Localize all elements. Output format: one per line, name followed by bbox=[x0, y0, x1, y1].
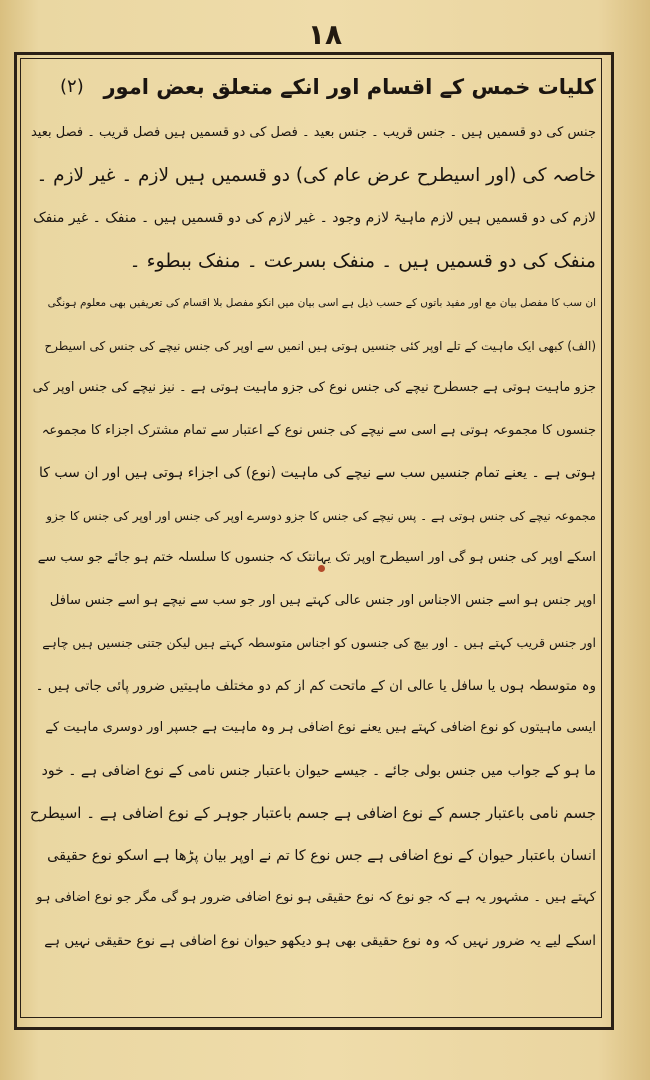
page-number: ۱۸ bbox=[307, 18, 343, 51]
text-line: جنسوں کا مجموعہ ہوتی ہے اسی سے نیچے کی جنس نوع کے اعتبار سے تمام مشترک اجزاء کا مجموعہ bbox=[41, 422, 596, 438]
text-line: ما ہو کے جواب میں جنس بولی جائے ۔ جیسے حیوان باعتبار جنس نامی کے نوع اضافی ہے ۔ خود bbox=[41, 762, 596, 779]
text-line: جنس کی دو قسمیں ہیں ۔ جنس قریب ۔ جنس بعید ۔ فصل کی دو قسمیں ہیں فصل قریب ۔ فصل بعید bbox=[30, 125, 596, 140]
text-line: (الف) کبھی ایک ماہیت کے تلے اوپر کئی جنسیں ہوتی ہیں انمیں سے اوپر کی جنس نیچے کی جنس کی اسیطرح bbox=[44, 338, 596, 353]
text-line: ہوتی ہے ۔ یعنے تمام جنسیں سب سے نیچے کی ماہیت (نوع) کی اجزاء ہوتی ہیں اور ان سب کا bbox=[38, 465, 596, 481]
text-line: وہ متوسطہ ہوں یا سافل یا عالی ان کے ماتحت کم از کم دو مختلف ماہیتیں ضرور پائی جاتی ہیں ۔ bbox=[35, 677, 596, 694]
section-number: (۲) bbox=[60, 76, 84, 97]
text-line: مجموعہ نیچے کی جنس ہوتی ہے ۔ پس نیچے کی جنس کا جزو دوسرے اوپر کی جنس اور اوپر کی جنس کا جزو bbox=[46, 508, 596, 523]
text-line: جزو ماہیت ہوتی ہے جسطرح نیچے کی جنس نوع کی جزو ماہیت ہوتی ہے ۔ نیز نیچے کی جنس اوپر کی bbox=[32, 380, 596, 395]
section-title: کلیات خمس کے اقسام اور انکے متعلق بعض امور bbox=[103, 75, 596, 99]
ink-dot-mark bbox=[318, 565, 325, 572]
text-line: اسکے لیے یہ ضرور نہیں کہ وہ نوع حقیقی بھی ہو دیکھو حیوان نوع اضافی ہے نوع حقیقی نہیں ہے bbox=[44, 932, 596, 949]
text-line: انسان باعتبار حیوان کے نوع اضافی ہے جس نوع کا تم نے اوپر بیان پڑھا ہے اسکو نوع حقیقی bbox=[47, 847, 596, 864]
text-line: جسم نامی باعتبار جسم کے نوع اضافی ہے جسم باعتبار جوہر کے نوع اضافی ہے ۔ اسیطرح bbox=[30, 804, 596, 822]
text-line: کہتے ہیں ۔ مشہور یہ ہے کہ جو نوع کہ نوع حقیقی ہو نوع اضافی ضرور ہو گی مگر جو نوع اضافی ہو bbox=[36, 890, 596, 905]
text-line: منفک کی دو قسمیں ہیں ۔ منفک بسرعت ۔ منفک ببطوء ۔ bbox=[129, 249, 596, 272]
text-line: اسکے اوپر کی جنس ہو گی اور اسیطرح اوپر تک یہانتک کہ جنسوں کا سلسلہ ختم ہو جائے جو سب سے bbox=[37, 550, 596, 565]
text-line: ان سب کا مفصل بیان مع اور مفید باتوں کے حسب ذیل ہے اسی بیان میں انکو مفصل بلا اقسام کی تعریفیں بھی معلوم ہونگی bbox=[47, 297, 596, 309]
text-line: ایسی ماہیتوں کو نوع اضافی کہتے ہیں یعنے نوع اضافی ہر وہ ماہیت ہے جسپر اور دوسری ماہیت کے bbox=[45, 720, 596, 735]
text-line: اوپر جنس ہو اسے جنس الاجناس اور جنس عالی کہتے ہیں اور جو سب سے نیچے ہو اسے جنس سافل bbox=[49, 592, 596, 608]
text-line: اور جنس قریب کہتے ہیں ۔ اور بیچ کی جنسوں کو اجناس متوسطہ کہتے ہیں لیکن جتنی جنسیں ہیں چاہے bbox=[42, 635, 596, 650]
text-line: لازم کی دو قسمیں ہیں لازم ماہیۃ لازم وجود ۔ غیر لازم کی دو قسمیں ہیں ۔ منفک ۔ غیر منفک bbox=[33, 210, 596, 226]
text-body bbox=[30, 62, 596, 1012]
section-heading bbox=[30, 62, 596, 112]
text-line: خاصہ کی (اور اسیطرح عرض عام کی) دو قسمیں ہیں لازم ۔ غیر لازم ۔ bbox=[36, 164, 596, 186]
